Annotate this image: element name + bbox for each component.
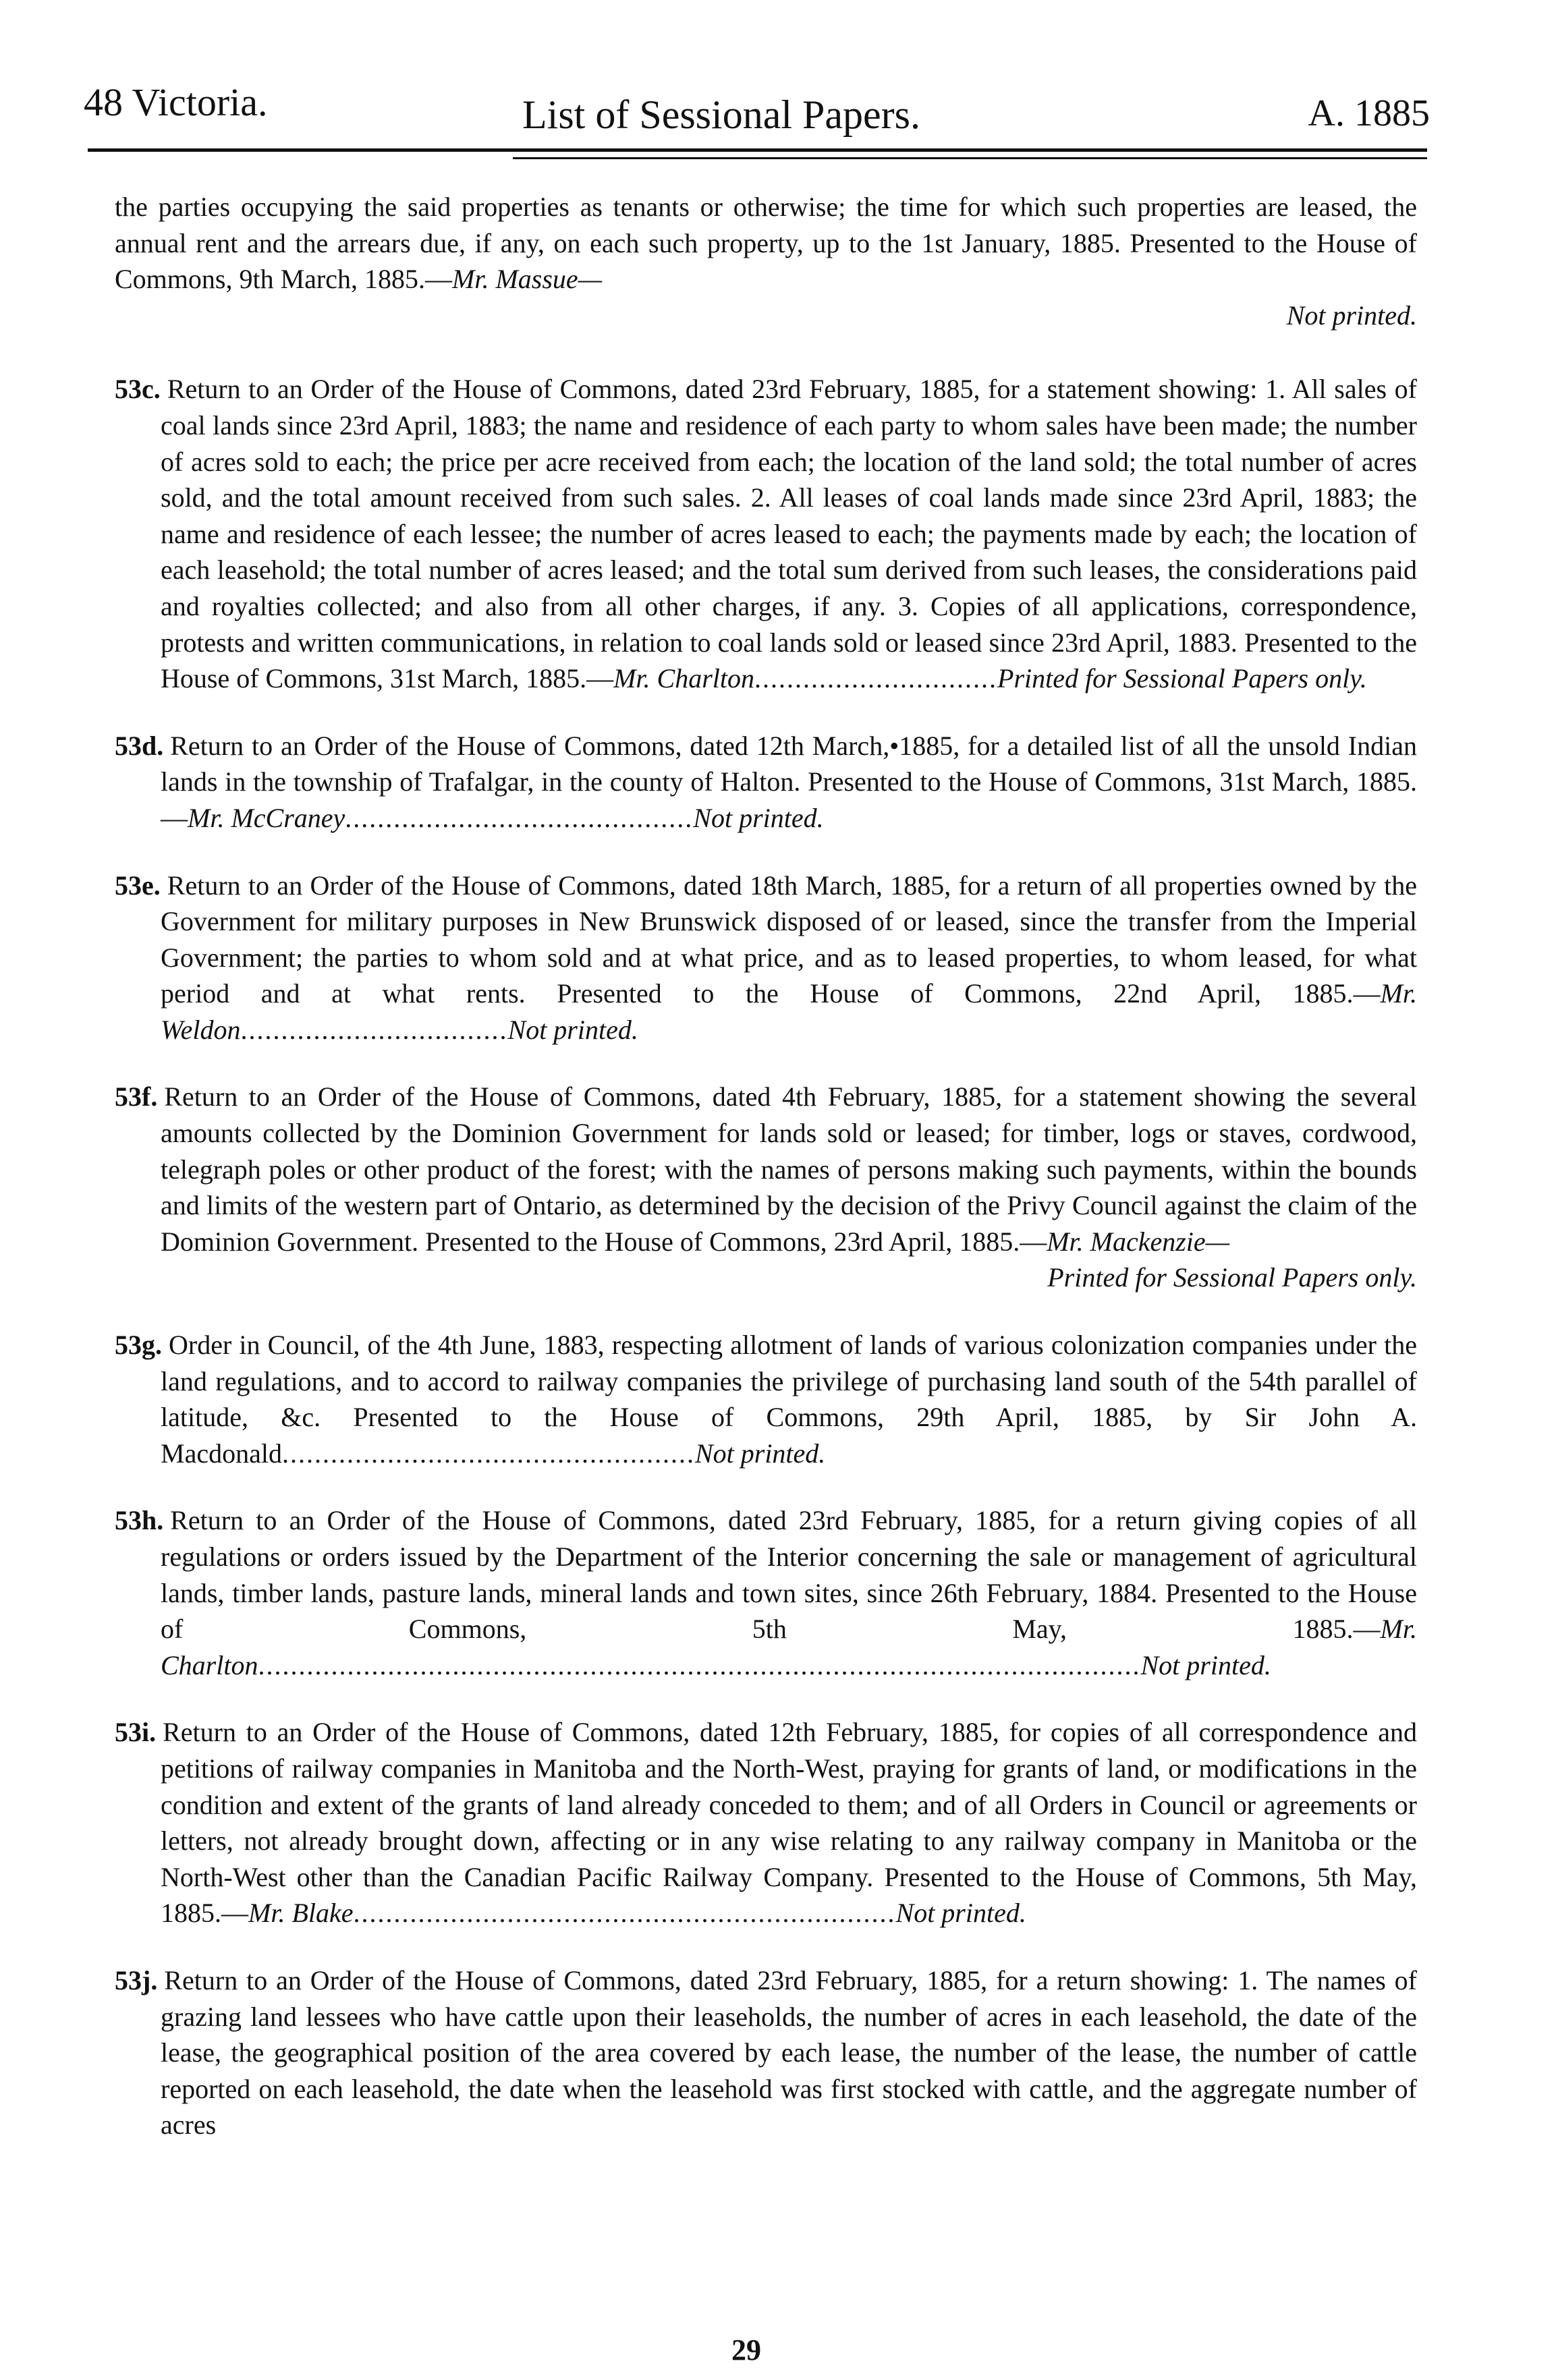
entry-text: Order in Council, of the 4th June, 1883, respecting allotment of lands of various colonization companies under the land regulations, and to accord to railway companies the privilege of purchasing land south of the 54th parallel of latitude, &c. Presented to the House of Commons, 29th April, 1885, by Sir John A. Macdonald	[161, 1330, 1417, 1469]
entry-text: Return to an Order of the House of Commons, dated 23rd February, 1885, for a return showing: 1. The names of grazing land lessees who have cattle upon their leaseholds, the number of acres in each leasehold, the date of the lease, the geographical position of the area covered by each lease, the number of the lease, the number of cattle reported on each leasehold, the date when the leasehold was first stocked with cattle, and the aggregate number of acres	[161, 1964, 1417, 2141]
session-label: 48 Victoria.	[84, 80, 268, 124]
intro-status: Not printed.	[1286, 300, 1417, 331]
entry-53h	[115, 1502, 1417, 1683]
entry-code: 53g.	[115, 1330, 162, 1361]
intro-entry	[115, 189, 1417, 333]
entry-status: Not printed.	[1140, 1649, 1271, 1680]
page-header	[84, 80, 1430, 140]
leader-dots: .............................................................................................................	[258, 1649, 1141, 1680]
entry-status: Not printed.	[693, 802, 824, 833]
entry-text: Return to an Order of the House of Commons, dated 23rd February, 1885, for a statement showing: 1. All sales of coal lands since 23rd April, 1883; the name and residence of each party to whom sales have been made; the number of acres sold to each; the price per acre received from each; the location of the land sold; the total number of acres sold, and the total amount received from such sales. 2. All leases of coal lands made since 23rd April, 1883; the name and residence of each lessee; the number of acres leased to each; the payments made by each; the location of each leasehold; the total number of acres leased; and the total sum derived from such leases, the considerations paid and royalties collected; and also from all other charges, if any. 3. Copies of all applications, correspondence, protests and written communications, in relation to coal lands sold or leased since 23rd April, 1883. Presented to the House of Commons, 31st March, 1885.—	[161, 374, 1417, 694]
entry-code: 53h.	[115, 1505, 164, 1536]
page-title: List of Sessional Papers.	[522, 92, 920, 137]
header-rule-thin	[513, 157, 1427, 159]
entry-status: Not printed.	[694, 1438, 826, 1469]
entry-code: 53i.	[115, 1717, 157, 1748]
entry-53j	[115, 1962, 1417, 2143]
entry-53i	[115, 1714, 1417, 1931]
entry-status: Printed for Sessional Papers only.	[997, 663, 1367, 694]
entry-code: 53c.	[115, 374, 161, 405]
entry-status: Not printed.	[895, 1898, 1026, 1929]
entry-mover: Mr. Weldon	[161, 978, 1417, 1045]
entry-code: 53f.	[115, 1081, 158, 1112]
entry-text: Return to an Order of the House of Commons, dated 12th February, 1885, for copies of all correspondence and petitions of railway companies in Manitoba and the North-West, praying for grants of land, or modifications in the condition and extent of the grants of land already conceded to them; and of all Orders in Council or agreements or letters, not already brought down, affecting or in any wise relating to any railway company in Manitoba or the North-West other than the Canadian Pacific Railway Company. Presented to the House of Commons, 5th May, 1885.—	[161, 1717, 1417, 1929]
entry-text: Return to an Order of the House of Commons, dated 18th March, 1885, for a return of all properties owned by the Government for military purposes in New Brunswick disposed of or leased, since the transfer from the Imperial Government; the parties to whom sold and at what price, and as to leased properties, to whom leased, for what period and at what rents. Presented to the House of Commons, 22nd April, 1885.—	[161, 870, 1417, 1009]
leader-dots: ...........................................	[345, 802, 694, 833]
leader-dots: .................................	[240, 1014, 508, 1045]
entry-53f	[115, 1079, 1417, 1296]
entry-53d	[115, 728, 1417, 837]
year-label: A. 1885	[1308, 92, 1430, 134]
entry-text: Return to an Order of the House of Commons, dated 12th March,•1885, for a detailed list of all the unsold Indian lands in the township of Trafalgar, in the county of Halton. Presented to the House of Commons, 31st March, 1885.—	[161, 730, 1417, 833]
entry-status: Printed for Sessional Papers only.	[1047, 1262, 1417, 1293]
intro-text: the parties occupying the said properties as tenants or otherwise; the time for which such properties are leased, the annual rent and the arrears due, if any, on each such property, up to the 1st January, 1885. Presented to the House of Commons, 9th March, 1885.—	[115, 192, 1417, 295]
entry-code: 53d.	[115, 730, 164, 761]
page-number: 29	[731, 2333, 761, 2367]
entry-text: Return to an Order of the House of Commons, dated 4th February, 1885, for a statement showing the several amounts collected by the Dominion Government for lands sold or leased; for timber, logs or staves, cordwood, telegraph poles or other product of the forest; with the names of persons making such payments, within the bounds and limits of the western part of Ontario, as determined by the decision of the Privy Council against the claim of the Dominion Government. Presented to the House of Commons, 23rd April, 1885.—	[161, 1081, 1417, 1257]
entry-mover: Mr. Mackenzie—	[1047, 1226, 1230, 1257]
entry-53e	[115, 868, 1417, 1048]
entry-code: 53j.	[115, 1964, 158, 1995]
entry-text: Return to an Order of the House of Commons, dated 23rd February, 1885, for a return giving copies of all regulations or orders issued by the Department of the Interior concerning the sale or management of agricultural lands, timber lands, pasture lands, mineral lands and town sites, since 26th February, 1884. Presented to the House of Commons, 5th May, 1885.—	[161, 1505, 1417, 1645]
entry-code: 53e.	[115, 870, 161, 901]
entry-mover: Mr. Charlton	[161, 1614, 1417, 1680]
header-rule-thick	[88, 148, 1427, 152]
entry-53c	[115, 371, 1417, 696]
document-body	[115, 189, 1417, 2143]
entry-mover: Mr. Charlton	[613, 663, 755, 694]
intro-mover: Mr. Massue—	[451, 264, 603, 295]
leader-dots: ...................................................	[281, 1438, 695, 1469]
entry-mover: Mr. Blake	[248, 1898, 354, 1929]
entry-status: Not printed.	[507, 1014, 638, 1045]
entry-mover: Mr. McCraney	[188, 802, 345, 833]
leader-dots: ...................................................................	[353, 1898, 896, 1929]
leader-dots: ..............................	[754, 663, 998, 694]
entry-53g	[115, 1327, 1417, 1471]
